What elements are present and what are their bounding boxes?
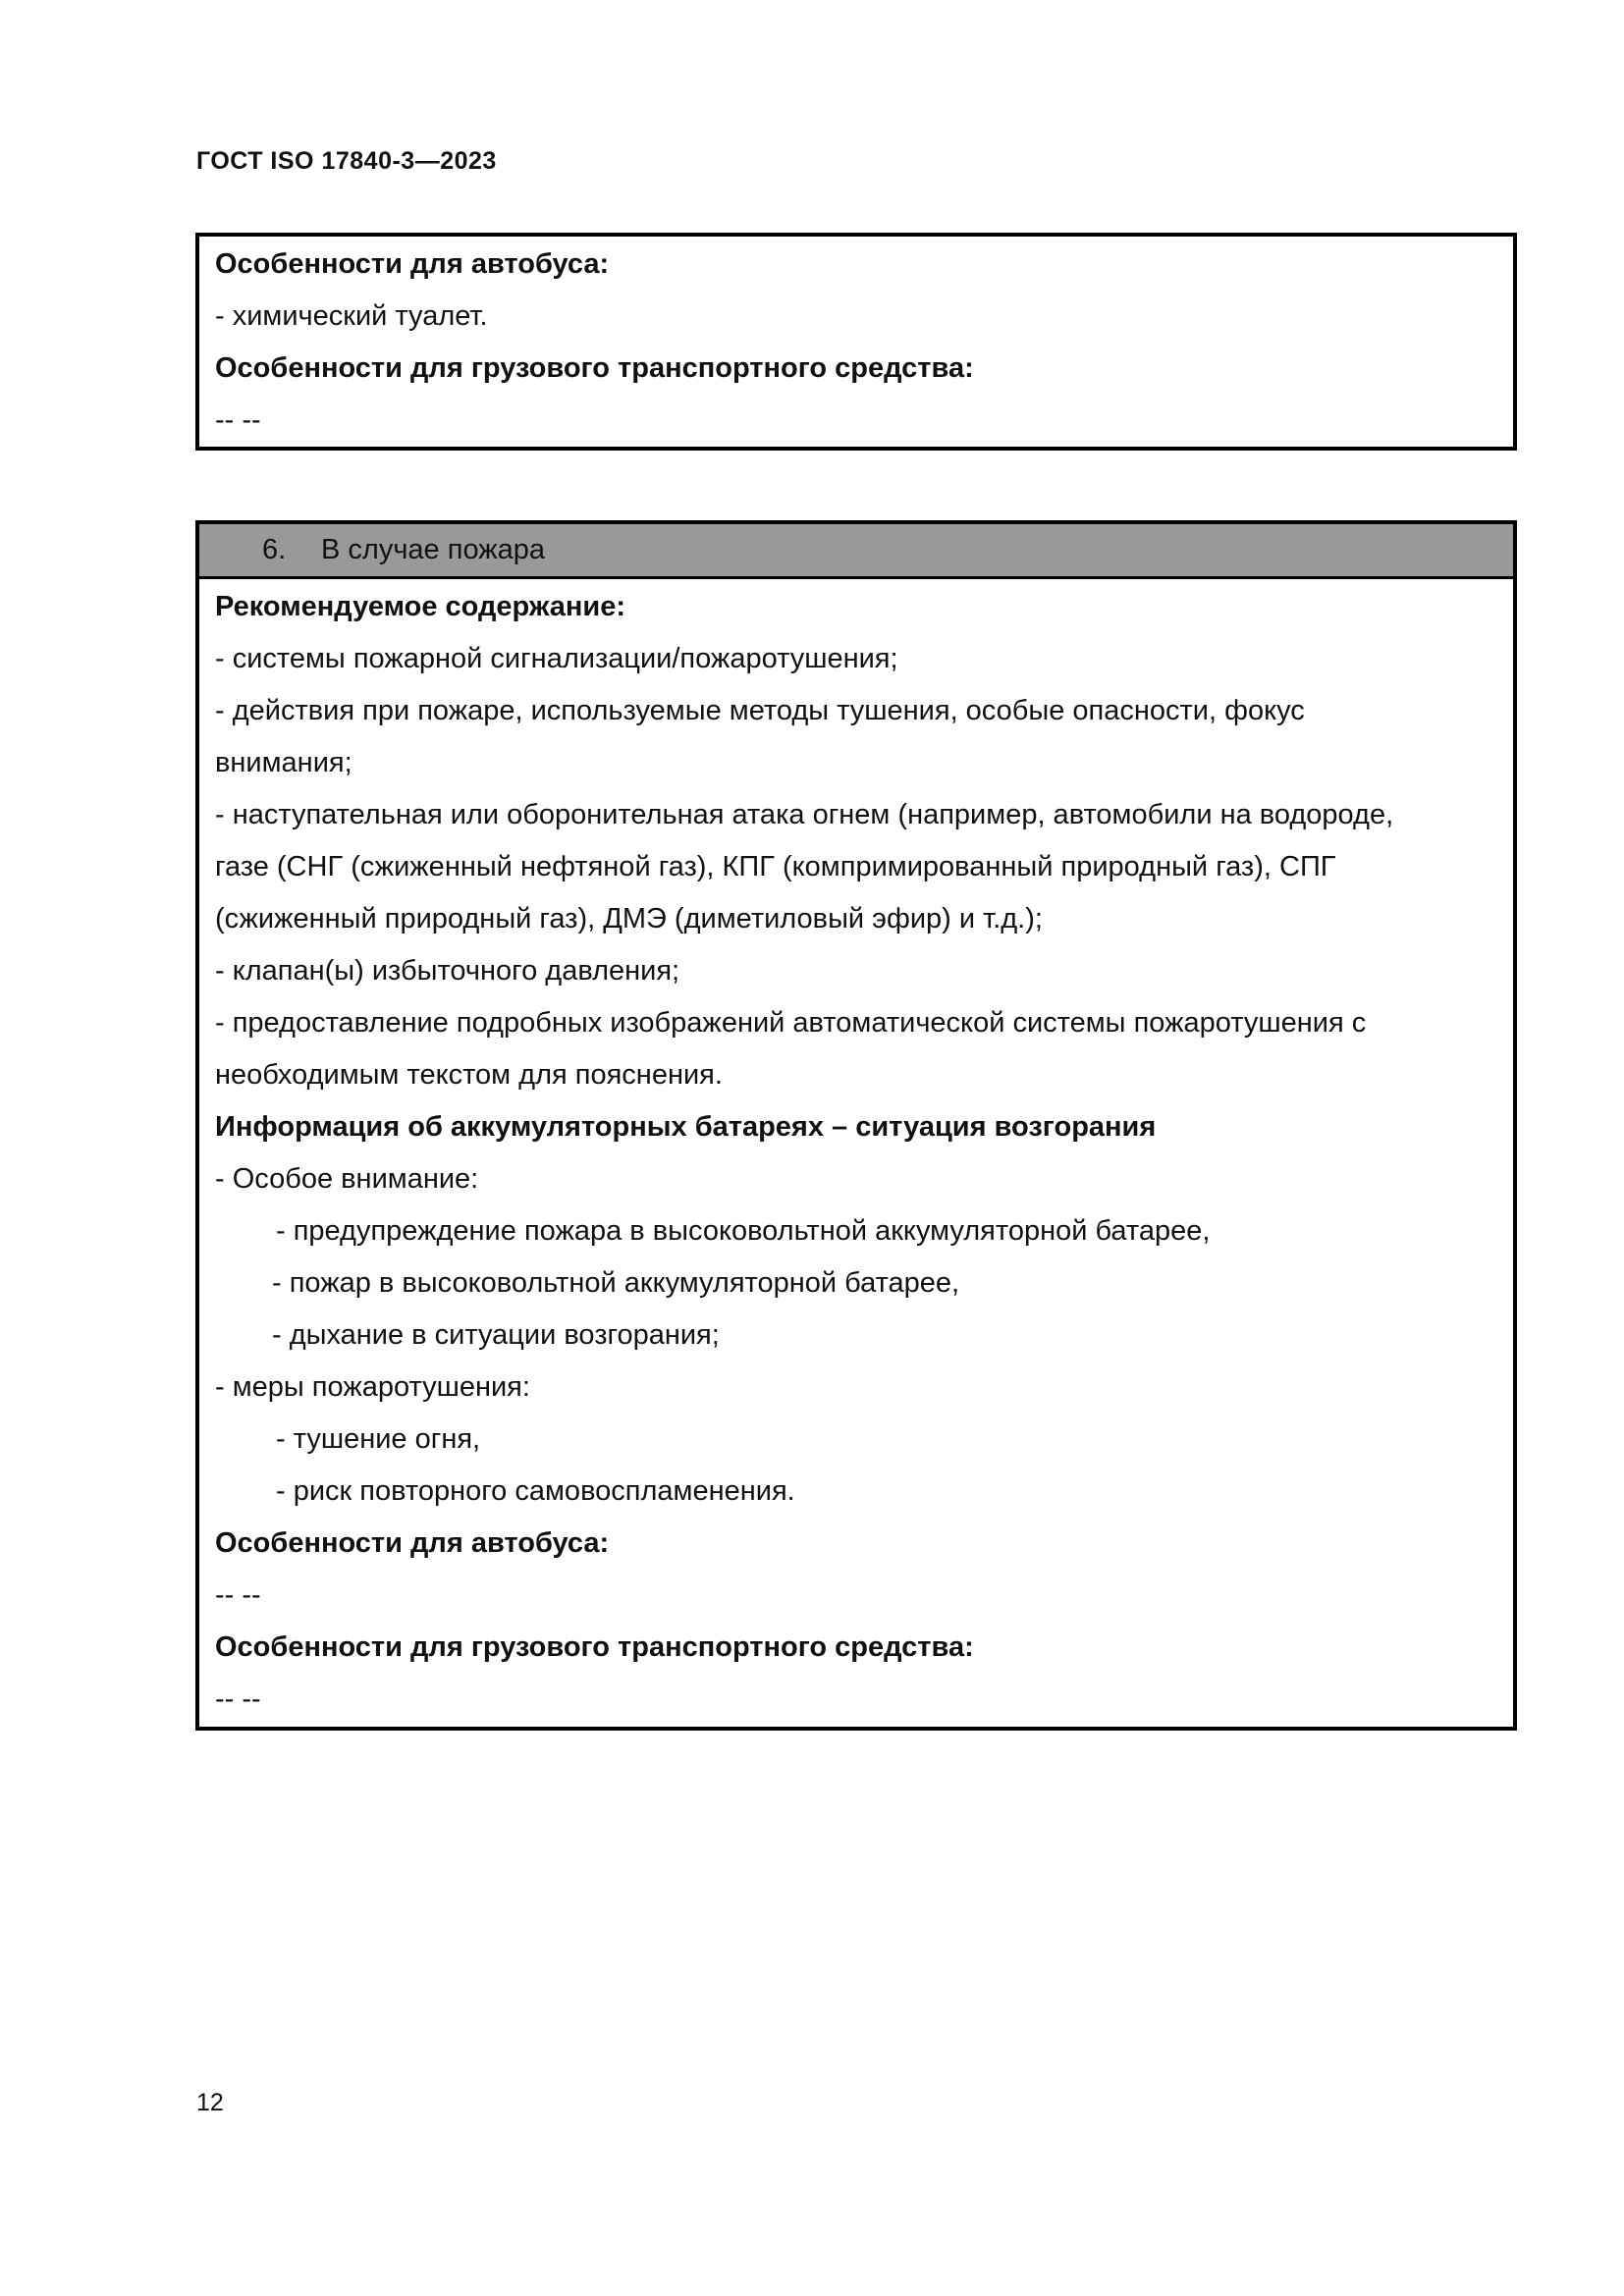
recommended-title: Рекомендуемое содержание:	[215, 591, 626, 622]
section-header	[199, 524, 1513, 579]
truck-features-text: -- --	[215, 404, 261, 436]
section-title: В случае пожара	[321, 534, 546, 565]
battery-info-title: Информация об аккумуляторных батареях – ситуация возгорания	[215, 1111, 1157, 1143]
bus-features-text: - химический туалет.	[215, 300, 488, 332]
content-line: - предоставление подробных изображений автоматической системы пожаротушения с	[215, 1007, 1367, 1039]
bus-truck-features-box	[195, 233, 1517, 451]
content-line: - системы пожарной сигнализации/пожаротушения;	[215, 643, 898, 674]
bus-features-text: -- --	[215, 1579, 261, 1611]
battery-special-attention: - Особое внимание:	[215, 1163, 479, 1195]
content-line: - действия при пожаре, используемые методы тушения, особые опасности, фокус	[215, 695, 1305, 726]
truck-features-text: -- --	[215, 1683, 261, 1715]
fire-section-box	[195, 520, 1517, 1731]
content-line: газе (СНГ (сжиженный нефтяной газ), КПГ (компримированный природный газ), СПГ	[215, 851, 1336, 882]
content-line: необходимым текстом для пояснения.	[215, 1059, 723, 1091]
battery-sub-item: - предупреждение пожара в высоковольтной аккумуляторной батарее,	[276, 1215, 1211, 1247]
section-content	[199, 579, 1513, 1726]
bus-features-title: Особенности для автобуса:	[215, 248, 610, 280]
measures-sub-item: - риск повторного самовоспламенения.	[276, 1475, 795, 1507]
truck-features-title: Особенности для грузового транспортного средства:	[215, 1631, 974, 1663]
section-number: 6.	[262, 534, 287, 565]
content-line: внимания;	[215, 747, 352, 778]
page-number: 12	[196, 2089, 224, 2116]
content-line: - клапан(ы) избыточного давления;	[215, 955, 680, 987]
battery-sub-item: - дыхание в ситуации возгорания;	[272, 1319, 720, 1351]
measures-sub-item: - тушение огня,	[276, 1423, 481, 1455]
content-line: - наступательная или оборонительная атака огнем (например, автомобили на водороде,	[215, 799, 1394, 830]
content-line: (сжиженный природный газ), ДМЭ (диметиловый эфир) и т.д.);	[215, 903, 1043, 934]
battery-sub-item: - пожар в высоковольтной аккумуляторной батарее,	[272, 1267, 960, 1299]
document-code: ГОСТ ISO 17840-3—2023	[196, 147, 497, 175]
fire-measures: - меры пожаротушения:	[215, 1371, 530, 1403]
bus-features-title: Особенности для автобуса:	[215, 1527, 610, 1559]
truck-features-title: Особенности для грузового транспортного средства:	[215, 352, 974, 384]
